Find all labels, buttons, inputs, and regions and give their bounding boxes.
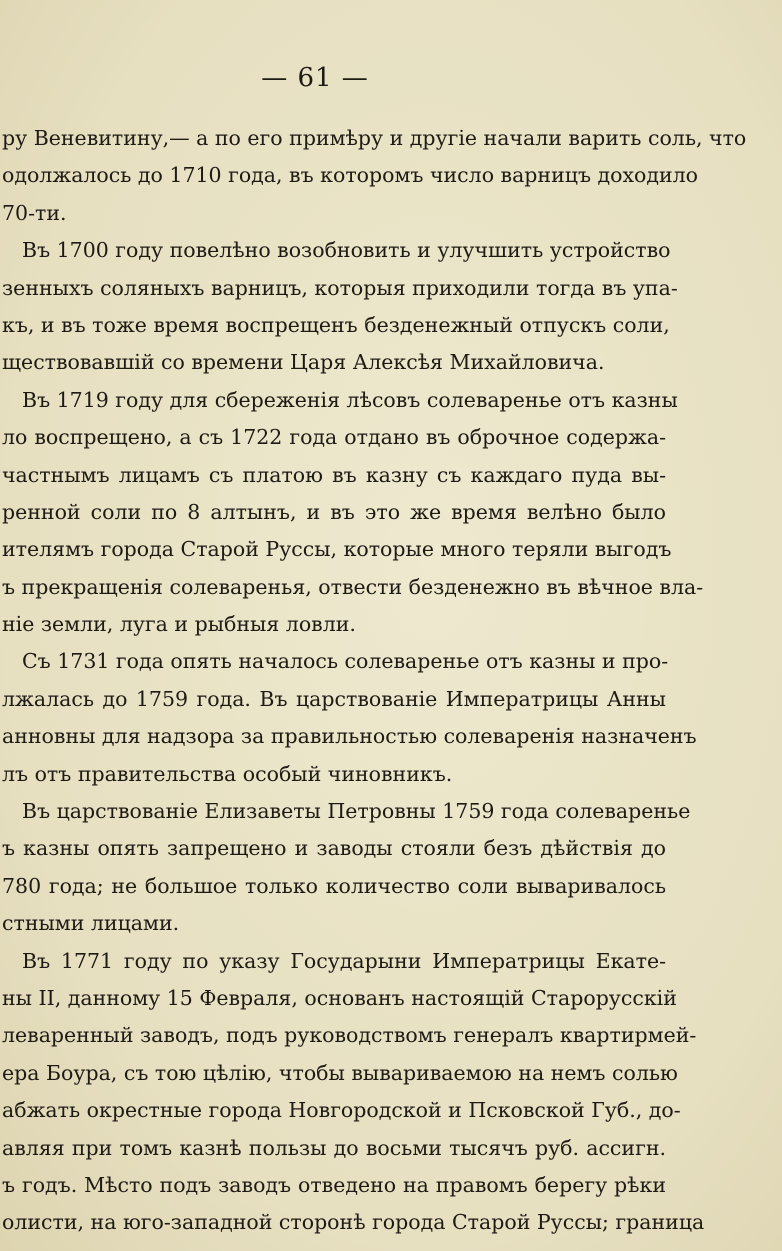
- text-line: анновны для надзора за правильностью солеваренія назначенъ: [2, 724, 697, 749]
- text-line: ществовавшій со времени Царя Алексѣя Михайловича.: [2, 350, 605, 375]
- text-line: абжать окрестные города Новгородской и Псковской Губ., до-: [2, 1098, 681, 1123]
- text-line: ло воспрещено, а съ 1722 года отдано въ оброчное содержа-: [2, 425, 666, 450]
- text-line: Съ 1731 года опять началось солеваренье отъ казны и про-: [22, 649, 669, 674]
- text-line: стными лицами.: [2, 911, 180, 936]
- text-line: 70-ти.: [2, 200, 67, 225]
- page-number: — 61 —: [261, 63, 369, 93]
- text-line: леваренный заводъ, подъ руководствомъ генералъ квартирмей-: [2, 1023, 697, 1048]
- text-line: ъ годъ. Мѣсто подъ заводъ отведено на правомъ берегу рѣки: [2, 1172, 666, 1197]
- text-line: одолжалось до 1710 года, въ которомъ число варницъ доходило: [2, 163, 699, 188]
- text-line: ъ казны опять запрещено и заводы стояли безъ дѣйствія до: [2, 836, 666, 861]
- text-line: олисти, на юго-западной сторонѣ города Старой Руссы; граница: [2, 1210, 705, 1235]
- text-line: частнымъ лицамъ съ платою въ казну съ каждаго пуда вы-: [2, 462, 666, 487]
- text-line: Въ царствованіе Елизаветы Петровны 1759 года солеваренье: [22, 799, 691, 824]
- text-line: авляя при томъ казнѣ пользы до восьми тысячъ руб. ассигн.: [2, 1135, 666, 1160]
- text-line: къ, и въ тоже время воспрещенъ безденежный отпускъ соли,: [2, 312, 670, 337]
- text-line: лжалась до 1759 года. Въ царствованіе Императрицы Анны: [2, 686, 666, 711]
- text-line: ъ прекращенія солеваренья, отвести безденежно въ вѣчное вла-: [2, 574, 704, 599]
- text-line: зенныхъ соляныхъ варницъ, которыя приходили тогда въ упа-: [2, 275, 678, 300]
- text-line: ера Боура, съ тою цѣлію, чтобы вывариваемою на немъ солью: [2, 1060, 678, 1085]
- text-line: ренной соли по 8 алтынъ, и въ это же время велѣно было: [2, 499, 666, 524]
- text-line: лъ отъ правительства особый чиновникъ.: [2, 761, 453, 786]
- text-line: ру Веневитину,— а по его примѣру и другіе начали варить соль, что: [2, 126, 747, 150]
- text-line: Въ 1771 году по указу Государыни Императрицы Екате-: [22, 948, 666, 973]
- text-line: ны II, данному 15 Февраля, основанъ настоящій Старорусскій: [2, 985, 677, 1010]
- text-line: Въ 1719 году для сбереженія лѣсовъ солеваренье отъ казны: [22, 387, 678, 412]
- text-line: ніе земли, луга и рыбныя ловли.: [2, 612, 356, 637]
- text-line: 780 года; не большое только количество соли вываривалось: [2, 873, 666, 898]
- text-line: Въ 1700 году повелѣно возобновить и улучшить устройство: [22, 238, 671, 263]
- text-line: ителямъ города Старой Руссы, которые много теряли выгодъ: [2, 537, 672, 562]
- body-text: [0, 120, 747, 1242]
